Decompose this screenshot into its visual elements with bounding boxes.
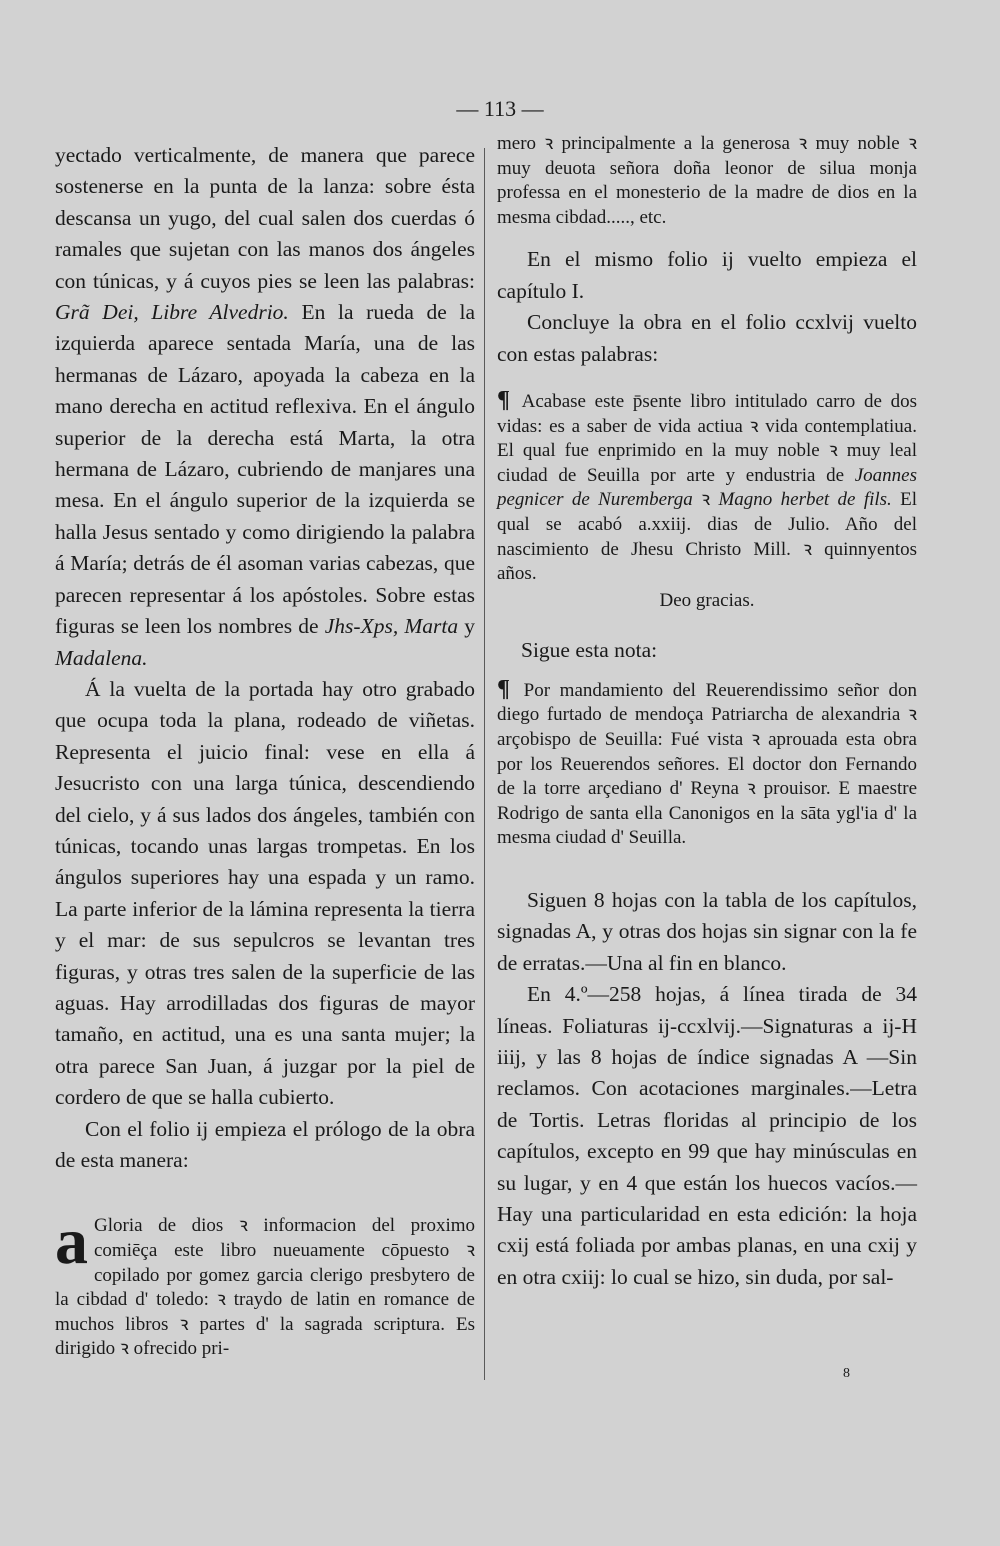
pilcrow-icon-2: ¶ bbox=[497, 675, 510, 702]
right-paragraph-2: Concluye la obra en el folio ccxlvij vuelto con estas palabras: bbox=[497, 310, 917, 366]
prologue-quote bbox=[55, 1205, 475, 1362]
left-paragraph-1-conjunction: y bbox=[464, 614, 475, 639]
nota-text bbox=[497, 677, 917, 851]
right-paragraph-4: En 4.º—258 hojas, á línea tirada de 34 líneas. Foliaturas ij-ccxlvij.—Signaturas a ij-H iiij, y las 8 hojas de índice signadas A —Sin reclamos. Con acotaciones marginales.—Letra de Tortis. Letras floridas al principio de los capítulos, excepto en 99 que hay minúsculas en su lugar, y en 4 que están los huecos vacíos.—Hay una particularidad en esta edición: la hoja cxij está foliada por ambas planas, en una cxij y en otra cxiij: lo cual se hizo, sin duda, por sal- bbox=[497, 982, 917, 1289]
signature-mark: 8 bbox=[843, 1366, 850, 1381]
left-paragraph-1 bbox=[55, 140, 475, 674]
prologue-quote-continued: mero ꝛ principalmente a la generosa ꝛ muy noble ꝛ muy deuota señora doña leonor de silua monja professa en el monesterio de la madre de dios en la mesma cibdad....., etc. bbox=[497, 133, 917, 228]
deo-gracias: Deo gracias. bbox=[659, 589, 755, 611]
left-paragraph-1-names: Jhs-Xps, Marta bbox=[324, 614, 459, 639]
drop-cap-letter: a bbox=[55, 1205, 88, 1279]
left-paragraph-1-text: yectado verticalmente, de manera que parece sostenerse en la punta de la lanza: sobre ésta descansa un yugo, del cual salen dos cuerdas ó ramales que sujetan con las manos dos ángeles con túnicas, y á cuyos pies se leen las palabras: bbox=[55, 143, 475, 293]
left-paragraph-1-italic: Grã Dei, Libre Alvedrio. bbox=[55, 300, 289, 325]
left-column bbox=[55, 138, 475, 1362]
colophon-text-c: El qual se acabó a.xxiij. dias de Julio. Año del nascimiento de Jhesu Christo Mill. ꝛ quinnyentos años. bbox=[497, 489, 918, 585]
colophon-printer-1: Joannes pegnicer de Nuremberga bbox=[497, 464, 917, 511]
nota-body: Por mandamiento del Reuerendissimo señor don diego furtado de mendoça Patriarcha de alexandria ꝛ arçobispo de Seuilla: Fué vista ꝛ aprouada esta obra por los Reuerendos señores. El doctor don Fernando de la torre arçediano d' Reyna ꝛ prouisor. E maestre Rodrigo de santa ella Canonigos en la sāta ygl'ia d' la mesma ciudad d' Seuilla. bbox=[497, 679, 917, 849]
page-number: — 113 — bbox=[456, 96, 544, 121]
right-paragraph-3: Siguen 8 hojas con la tabla de los capítulos, signadas A, y otras dos hojas sin signar con la fe de erratas.—Una al fin en blanco. bbox=[497, 887, 917, 975]
left-paragraph-1-continued: En la rueda de la izquierda aparece sentada María, una de las hermanas de Lázaro, apoyada la cabeza en la mano derecha en actitud reflexiva. En el ángulo superior de la derecha está Marta, la otra hermana de Lázaro, cubriendo de manjares una mesa. En el ángulo superior de la izquierda se halla Jesus sentado y como dirigiendo la palabra á María; detrás de él asoman varias cabezas, que parecen representar á los apóstoles. Sobre estas figuras se leen los nombres de bbox=[55, 300, 476, 639]
left-paragraph-1-last-name: Madalena. bbox=[55, 645, 148, 670]
column-divider bbox=[484, 148, 485, 1380]
left-paragraph-3: Con el folio ij empieza el prólogo de la obra de esta manera: bbox=[55, 1116, 475, 1172]
left-paragraph-2: Á la vuelta de la portada hay otro grabado que ocupa toda la plana, rodeado de viñetas. Representa el juicio final: vese en ella á Jesucristo con una larga túnica, descendiendo del cielo, y á sus lados dos ángeles, también con túnicas, tocando unas largas trompetas. En los ángulos superiores hay una espada y un ramo. La parte inferior de la lámina representa la tierra y el mar: de sus sepulcros se levantan tres figuras, y otras tres salen de la superficie de las aguas. Hay arrodilladas dos figuras de mayor tamaño, en actitud, una es una santa mujer; la otra parece San Juan, á juzgar por la piel de cordero de que se halla cubierto. bbox=[55, 676, 475, 1110]
prologue-quote-text: Gloria de dios ꝛ informacion del proximo comiēça este libro nueuamente cōpuesto ꝛ copilado por gomez garcia clerigo presbytero de la cibdad d' toledo: ꝛ traydo de latin en romance de muchos libros ꝛ partes d' la sagrada scriptura. Es dirigido ꝛ ofrecido pri- bbox=[55, 1215, 475, 1360]
pilcrow-icon: ¶ bbox=[497, 387, 510, 413]
colophon-text-b: ꝛ bbox=[701, 489, 711, 511]
colophon bbox=[497, 388, 917, 587]
colophon-printer-2: Magno herbet de fils. bbox=[718, 489, 892, 511]
nota-heading: Sigue esta nota: bbox=[521, 638, 658, 663]
right-paragraph-1: En el mismo folio ij vuelto empieza el capítulo I. bbox=[497, 247, 917, 303]
right-column bbox=[497, 133, 918, 1293]
colophon-text-a: Acabase este p̄sente libro intitulado carro de dos vidas: es a saber de vida actiua ꝛ vida contemplatiua. El qual fue enprimido en la muy noble ꝛ muy leal ciudad de Seuilla por arte y endustria de bbox=[497, 391, 917, 486]
